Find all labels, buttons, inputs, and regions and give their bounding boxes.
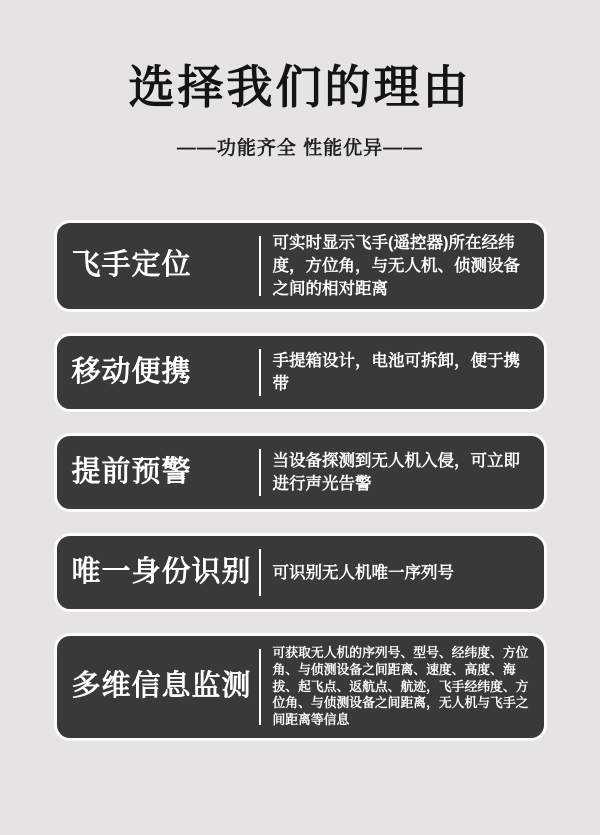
feature-title: 飞手定位 bbox=[71, 249, 192, 282]
feature-card-list bbox=[54, 220, 547, 740]
feature-description: 当设备探测到无人机入侵，可立即进行声光告警 bbox=[272, 452, 520, 493]
feature-title: 多维信息监测 bbox=[71, 670, 252, 703]
feature-title: 唯一身份识别 bbox=[71, 556, 252, 589]
page-title: 选择我们的理由 bbox=[128, 61, 472, 113]
feature-description: 可获取无人机的序列号、型号、经纬度、方位角、与侦测设备之间距离、速度、高度、海拔、起飞点、返航点、航迹，飞手经纬度、方位角、与侦测设备之间距离，无人机与飞手之间距离等信息 bbox=[272, 645, 529, 727]
feature-description: 可识别无人机唯一序列号 bbox=[272, 563, 454, 582]
feature-card-portability bbox=[54, 333, 547, 412]
feature-card-pilot-positioning bbox=[54, 220, 547, 312]
feature-description: 可实时显示飞手(遥控器)所在经纬度，方位角，与无人机、侦测设备之间的相对距离 bbox=[272, 234, 520, 298]
feature-card-unique-id bbox=[54, 533, 547, 612]
page-subtitle: ——功能齐全 性能优异—— bbox=[176, 138, 424, 160]
feature-title: 移动便携 bbox=[71, 356, 192, 389]
feature-title: 提前预警 bbox=[71, 456, 192, 489]
feature-card-early-warning bbox=[54, 433, 547, 512]
feature-card-multi-info-monitoring bbox=[54, 633, 547, 740]
feature-description: 手提箱设计，电池可拆卸，便于携带 bbox=[272, 352, 520, 393]
page-header bbox=[0, 0, 600, 160]
